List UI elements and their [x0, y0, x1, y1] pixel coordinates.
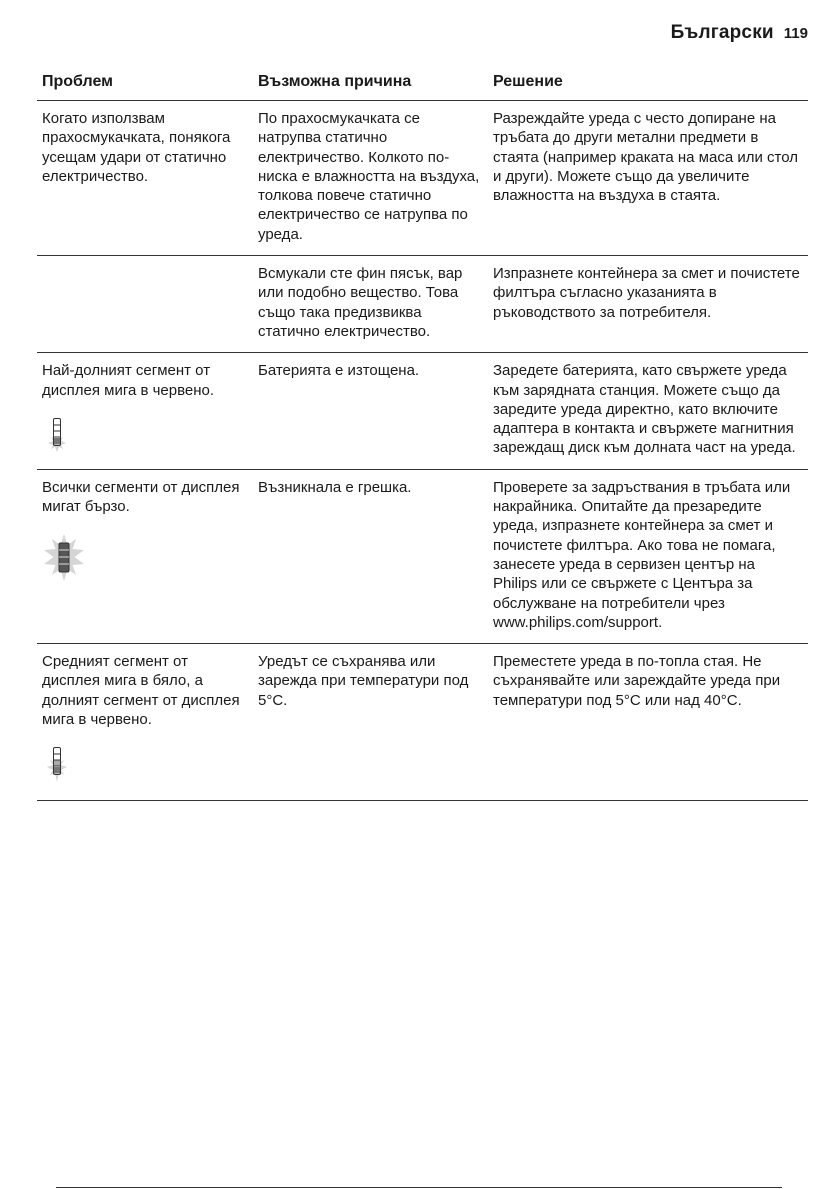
problem-cell [37, 353, 253, 469]
language-label: Български [670, 22, 774, 43]
table-row [37, 469, 808, 643]
cause-cell: Всмукали сте фин пясък, вар или подобно вещество. Това също така предизвиква статично електричество. [253, 256, 488, 353]
troubleshooting-table [37, 66, 808, 801]
solution-cell: Заредете батерията, като свържете уреда към зарядната станция. Можете също да заредите уреда директно, като включите адаптера в контакта и свържете магнитния зареждащ диск към долната част на уреда. [488, 353, 808, 469]
problem-cell [37, 644, 253, 801]
problem-cell [37, 469, 253, 643]
battery-all-segments-flash-icon [42, 533, 86, 583]
table-row [37, 101, 808, 256]
cause-cell: Възникнала е грешка. [253, 469, 488, 643]
cause-cell: Батерията е изтощена. [253, 353, 488, 469]
solution-cell: Разреждайте уреда с често допиране на тръбата до други метални предмети в стаята (например краката на маса или стол и други). Можете също да увеличите влажността на въздуха в стаята. [488, 101, 808, 256]
table-row [37, 644, 808, 801]
solution-cell: Изпразнете контейнера за смет и почистете филтъра съгласно указанията в ръководството за потребителя. [488, 256, 808, 353]
solution-cell: Преместете уреда в по-топла стая. Не съхранявайте или зареждайте уреда при температури под 5°C или над 40°C. [488, 644, 808, 801]
table-row [37, 256, 808, 353]
solution-cell: Проверете за задръствания в тръбата или накрайника. Опитайте да презаредите уреда, изпразнете контейнера за смет и почистете филтъра. Ако това не помага, занесете уреда в сервизен център на Philips или се свържете с Центъра за обслужване на потребители чрез www.philips.com/support. [488, 469, 808, 643]
problem-text: Средният сегмент от дисплея мига в бяло, а долният сегмент от дисплея мига в червено. [42, 653, 240, 729]
footer-rule [56, 1187, 782, 1188]
page-number: 119 [783, 25, 808, 42]
battery-bottom-segment-flash-icon [46, 417, 68, 453]
battery-middle-bottom-segments-flash-icon [46, 746, 68, 784]
cause-cell: Уредът се съхранява или зарежда при температури под 5°C. [253, 644, 488, 801]
page-header [671, 22, 808, 44]
table-header-row [37, 66, 808, 101]
column-header-problem: Проблем [37, 66, 253, 101]
cause-cell: По прахосмукачката се натрупва статично електричество. Колкото по-ниска е влажността на въздуха, толкова повече статично електричество се натрупва по уреда. [253, 101, 488, 256]
problem-text: Всички сегменти от дисплея мигат бързо. [42, 478, 240, 516]
table-row [37, 353, 808, 469]
column-header-solution: Решение [488, 66, 808, 101]
problem-cell [37, 256, 253, 353]
column-header-cause: Възможна причина [253, 66, 488, 101]
problem-cell [37, 101, 253, 256]
problem-text: Когато използвам прахосмукачката, понякога усещам удари от статично електричество. [42, 110, 231, 185]
problem-text: Най-долният сегмент от дисплея мига в червено. [42, 362, 215, 399]
